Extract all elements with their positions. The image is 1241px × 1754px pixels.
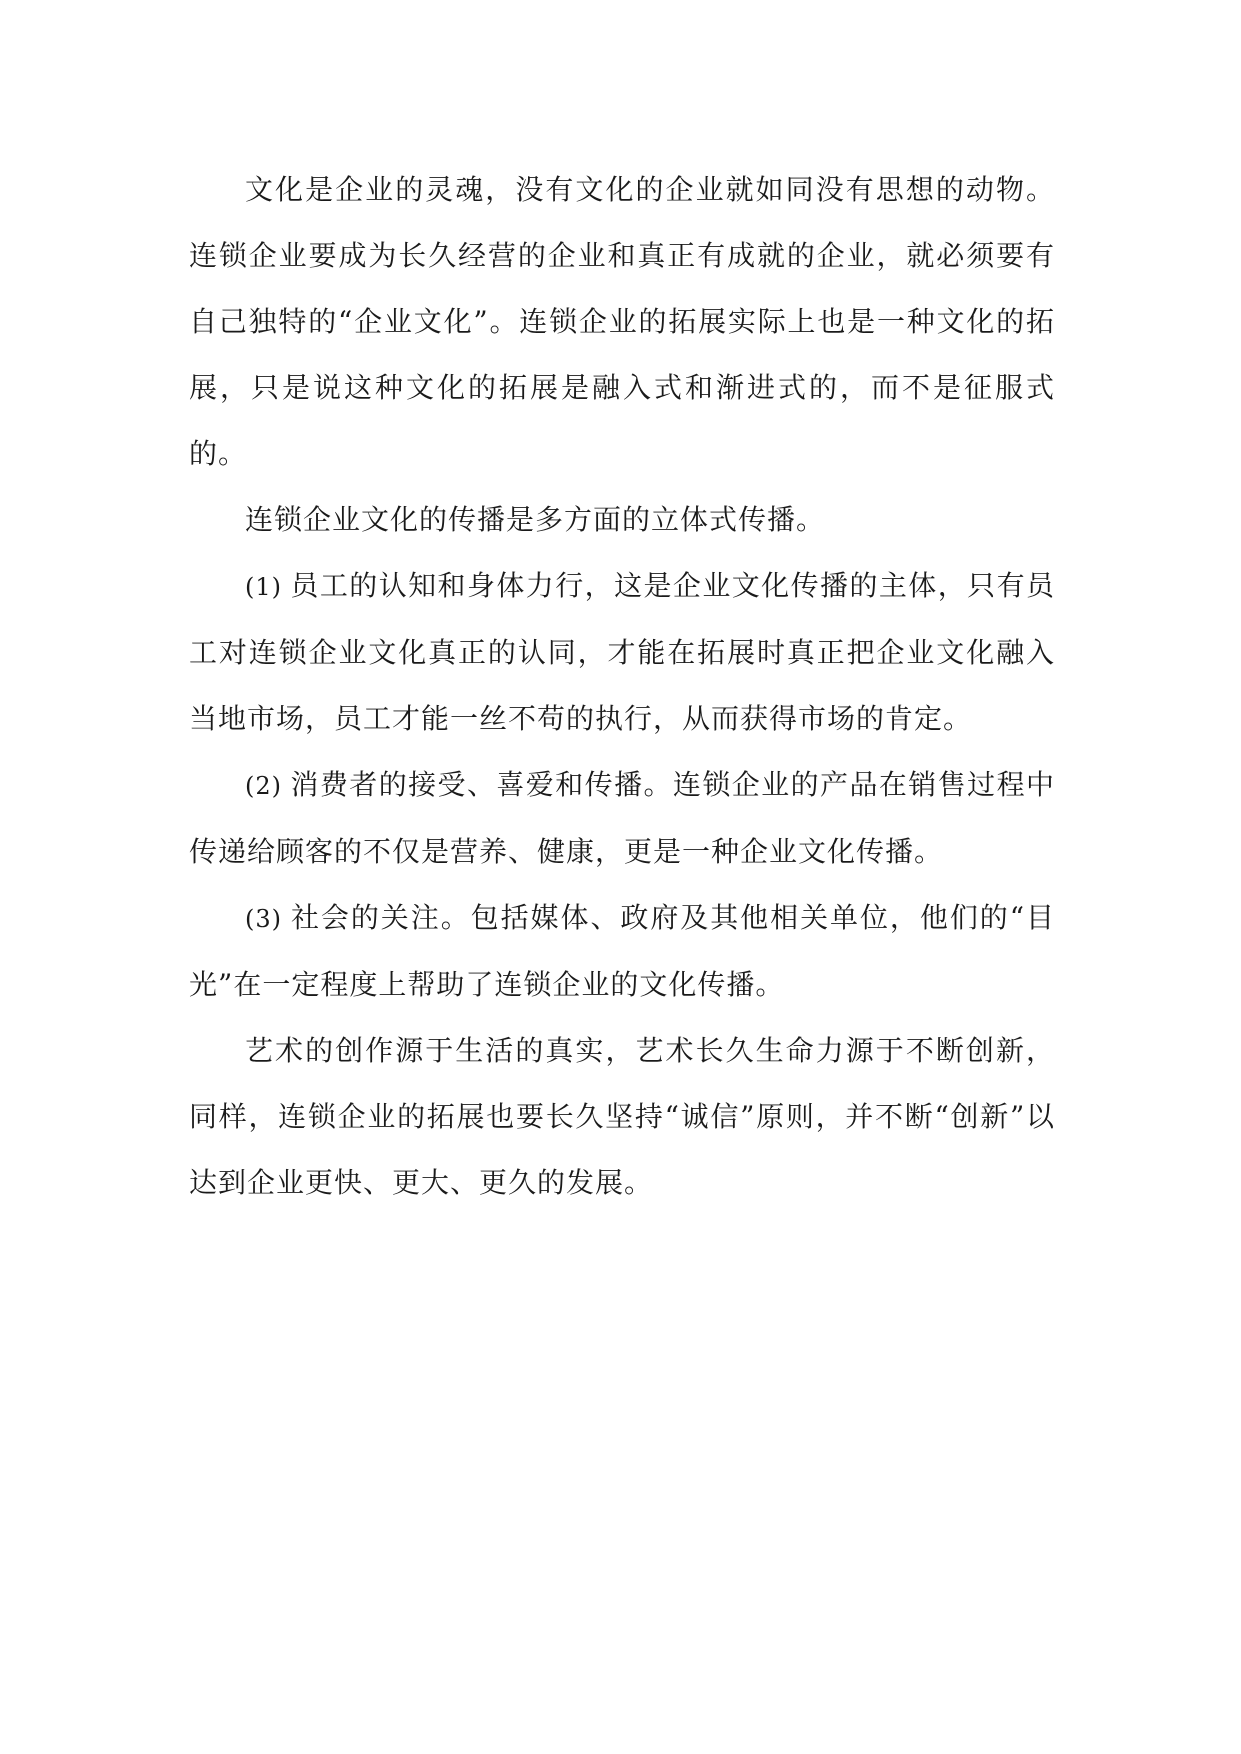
paragraph-text: 艺术的创作源于生活的真实，艺术长久生命力源于不断创新，同样，连锁企业的拓展也要长久坚持“诚信”原则，并不断“创新”以达到企业更快、更大、更久的发展。	[189, 1034, 1055, 1199]
paragraph-intro	[189, 157, 1055, 487]
paragraph-text: 连锁企业文化的传播是多方面的立体式传播。	[245, 503, 826, 536]
list-item-employees	[189, 553, 1055, 752]
list-item-society	[189, 885, 1055, 1018]
paragraph-text: 消费者的接受、喜爱和传播。连锁企业的产品在销售过程中传递给顾客的不仅是营养、健康，更是一种企业文化传播。	[189, 768, 1055, 868]
paragraph-text: 文化是企业的灵魂，没有文化的企业就如同没有思想的动物。连锁企业要成为长久经营的企业和真正有成就的企业，就必须要有自己独特的“企业文化”。连锁企业的拓展实际上也是一种文化的拓展，只是说这种文化的拓展是融入式和渐进式的，而不是征服式的。	[189, 173, 1055, 470]
body-text	[189, 157, 1055, 1216]
list-marker: (3)	[245, 905, 282, 933]
list-item-consumers	[189, 752, 1055, 885]
paragraph-conclusion	[189, 1018, 1055, 1216]
list-marker: (1)	[245, 573, 282, 601]
paragraph-summary	[189, 487, 1055, 553]
paragraph-text: 社会的关注。包括媒体、政府及其他相关单位，他们的“目光”在一定程度上帮助了连锁企业的文化传播。	[189, 901, 1055, 1001]
paragraph-text: 员工的认知和身体力行，这是企业文化传播的主体，只有员工对连锁企业文化真正的认同，才能在拓展时真正把企业文化融入当地市场，员工才能一丝不苟的执行，从而获得市场的肯定。	[189, 569, 1055, 735]
list-marker: (2)	[245, 772, 282, 800]
